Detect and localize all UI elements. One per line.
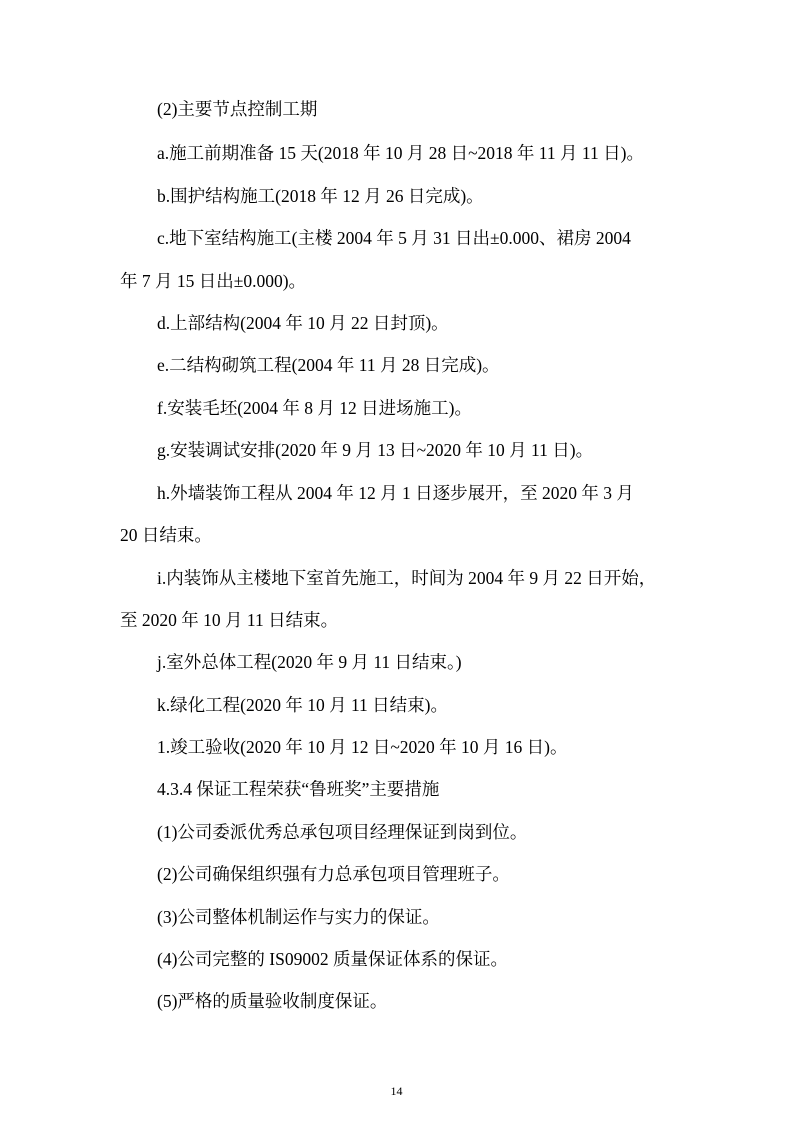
measure-item-3: (3)公司整体机制运作与实力的保证。	[157, 907, 440, 927]
schedule-item-a: a.施工前期准备 15 天(2018 年 10 月 28 日~2018 年 11 月 11 日)。	[157, 143, 644, 163]
measure-item-4: (4)公司完整的 IS09002 质量保证体系的保证。	[157, 949, 508, 969]
schedule-item-i-cont: 至 2020 年 10 月 11 日结束。	[120, 610, 339, 630]
schedule-item-e: e.二结构砌筑工程(2004 年 11 月 28 日完成)。	[157, 355, 500, 375]
page-number: 14	[390, 1084, 403, 1098]
schedule-item-k: k.绿化工程(2020 年 10 月 11 日结束)。	[157, 695, 449, 715]
schedule-item-d: d.上部结构(2004 年 10 月 22 日封顶)。	[157, 313, 449, 333]
schedule-item-b: b.围护结构施工(2018 年 12 月 26 日完成)。	[157, 186, 484, 206]
schedule-item-h-cont: 20 日结束。	[120, 525, 212, 545]
schedule-item-j: j.室外总体工程(2020 年 9 月 11 日结束。)	[157, 652, 462, 672]
schedule-item-c: c.地下室结构施工(主楼 2004 年 5 月 31 日出±0.000、裙房 2004	[157, 228, 631, 248]
measure-item-5: (5)严格的质量验收制度保证。	[157, 991, 388, 1011]
subsection-heading: 4.3.4 保证工程荣获“鲁班奖”主要措施	[157, 779, 440, 799]
schedule-item-c-cont: 年 7 月 15 日出±0.000)。	[120, 271, 307, 291]
schedule-item-i: i.内装饰从主楼地下室首先施工，时间为 2004 年 9 月 22 日开始，	[157, 568, 657, 588]
section-heading: (2)主要节点控制工期	[157, 99, 318, 119]
schedule-item-f: f.安装毛坯(2004 年 8 月 12 日进场施工)。	[157, 398, 472, 418]
measure-item-2: (2)公司确保组织强有力总承包项目管理班子。	[157, 864, 510, 884]
measure-item-1: (1)公司委派优秀总承包项目经理保证到岗到位。	[157, 822, 528, 842]
schedule-item-h: h.外墙装饰工程从 2004 年 12 月 1 日逐步展开，至 2020 年 3 月	[157, 483, 634, 503]
schedule-item-l: 1.竣工验收(2020 年 10 月 12 日~2020 年 10 月 16 日)。	[157, 737, 568, 757]
schedule-item-g: g.安装调试安排(2020 年 9 月 13 日~2020 年 10 月 11 日)。	[157, 440, 594, 460]
